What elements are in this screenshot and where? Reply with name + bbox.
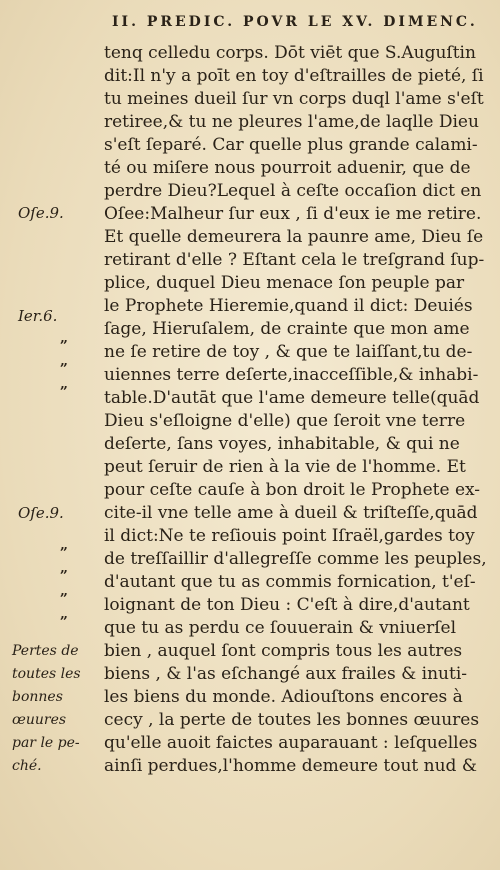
text-line: biens , & l'as eſchangé aux frailes & inuti- xyxy=(104,664,468,684)
text-line: bien , auquel ſont compris tous les autres xyxy=(104,641,463,661)
text-line: peut ſeruir de rien à la vie de l'homme. Et xyxy=(104,457,466,477)
text-line: Et quelle demeurera la paunre ame, Dieu ſe xyxy=(104,227,484,247)
running-header: II. PREDIC. POVR LE XV. DIMENC. xyxy=(112,14,478,30)
text-line: tu meines dueil ſur vn corps duql l'ame s'eſt xyxy=(104,89,484,109)
margin-reference: Ier.6. xyxy=(18,307,58,325)
margin-reference: Oſe.9. xyxy=(18,504,64,522)
quote-mark: „ xyxy=(60,330,69,346)
text-line: d'autant que tu as commis fornication, t'eſ- xyxy=(104,572,476,592)
text-line: table.D'autāt que l'ame demeure telle(quād xyxy=(104,388,480,408)
quote-mark: „ xyxy=(60,560,69,576)
text-line: les biens du monde. Adiouſtons encores à xyxy=(104,687,463,707)
text-line: ne ſe retire de toy , & que te laiſſant,tu de- xyxy=(104,342,473,362)
quote-mark: „ xyxy=(60,583,69,599)
text-line: tenq celledu corps. Dōt viēt que S.Auguſtin xyxy=(104,43,476,63)
margin-reference: Oſe.9. xyxy=(18,204,64,222)
quote-mark: „ xyxy=(60,376,69,392)
text-line: retirant d'elle ? Eſtant cela le treſgrand ſup- xyxy=(104,250,485,270)
text-line: Oſee:Malheur ſur eux , ſi d'eux ie me retire. xyxy=(104,204,482,224)
text-line: de treſſaillir d'allegreſſe comme les peuples, xyxy=(104,549,487,569)
main-text xyxy=(104,42,487,778)
text-line: cite-il vne telle ame à dueil & triſteſſe,quād xyxy=(104,503,478,523)
side-note-line: Pertes de xyxy=(12,643,79,659)
quote-mark: „ xyxy=(60,353,69,369)
text-line: qu'elle auoit faictes auparauant : leſquelles xyxy=(104,733,478,753)
text-line: plice, duquel Dieu menace ſon peuple par xyxy=(104,273,465,293)
side-note-line: toutes les xyxy=(12,666,81,682)
text-line: perdre Dieu?Lequel à ceſte occaſion dict en xyxy=(104,181,482,201)
text-line: ainſi perdues,l'homme demeure tout nud & xyxy=(104,756,477,776)
text-line: pour ceſte cauſe à bon droit le Prophete ex- xyxy=(104,480,481,500)
side-note-line: bonnes xyxy=(12,689,63,705)
text-line: que tu as perdu ce ſouuerain & vniuerſel xyxy=(104,618,457,638)
text-line: s'eſt ſeparé. Car quelle plus grande calami- xyxy=(104,135,478,155)
side-note-line: par le pe- xyxy=(12,735,80,751)
text-line: retiree,& tu ne pleures l'ame,de laqlle Dieu xyxy=(104,112,479,132)
text-line: il dict:Ne te reſiouis point Iſraël,gardes toy xyxy=(104,526,475,546)
text-line: deſerte, ſans voyes, inhabitable, & qui ne xyxy=(104,434,460,454)
side-note-line: œuures xyxy=(12,712,67,728)
text-line: le Prophete Hieremie,quand il dict: Deuiés xyxy=(104,296,473,316)
text-line: ſage, Hieruſalem, de crainte que mon ame xyxy=(104,319,470,339)
text-line: Dieu s'eſloigne d'elle) que ſeroit vne terre xyxy=(104,411,466,431)
text-line: dit:Il n'y a poīt en toy d'eſtrailles de pieté, ſi xyxy=(104,66,484,86)
text-line: té ou miſere nous pourroit aduenir, que de xyxy=(104,158,471,178)
margin-side-note xyxy=(12,640,100,778)
text-line: loignant de ton Dieu : C'eſt à dire,d'autant xyxy=(104,595,470,615)
text-line: cecy , la perte de toutes les bonnes œuures xyxy=(104,710,480,730)
text-line: uiennes terre deſerte,inacceſſible,& inhabi- xyxy=(104,365,479,385)
side-note-line: ché. xyxy=(12,758,42,774)
quote-mark: „ xyxy=(60,606,69,622)
quote-mark: „ xyxy=(60,537,69,553)
